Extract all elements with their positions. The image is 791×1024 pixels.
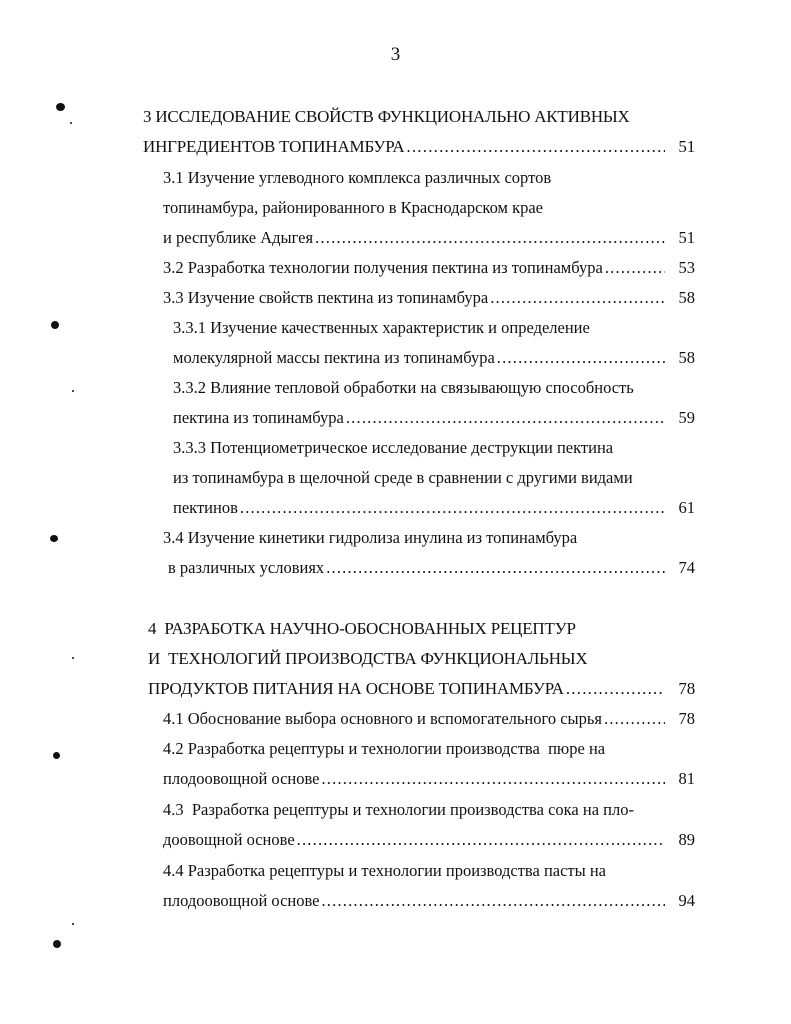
- toc-section-3-3[interactable]: [163, 283, 695, 313]
- toc-section-4-3-line-2[interactable]: [163, 825, 695, 855]
- toc-section-4-2-line-1: [163, 734, 605, 764]
- toc-text: 4.4 Разработка рецептуры и технологии производства пасты на: [163, 861, 607, 880]
- scan-speck: [53, 940, 61, 948]
- toc-text: доовощной основе: [163, 830, 295, 849]
- toc-text: 3.4 Изучение кинетики гидролиза инулина из топинамбура: [163, 528, 578, 547]
- dot-leader: [604, 704, 665, 734]
- toc-section-3-4-line-2[interactable]: [168, 553, 695, 583]
- toc-text: топинамбура, районированного в Краснодарском крае: [163, 198, 543, 217]
- toc-text: 3.2 Разработка технологии получения пектина из топинамбура: [163, 258, 603, 277]
- toc-section-4-4-line-2[interactable]: [163, 886, 695, 916]
- dot-leader: [346, 403, 665, 433]
- dot-leader: [490, 283, 665, 313]
- toc-page-number: 53: [678, 258, 695, 277]
- toc-section-4-2-line-2[interactable]: [163, 764, 695, 794]
- toc-section-3-3-2-line-2[interactable]: [173, 403, 695, 433]
- toc-text: и республике Адыгея: [163, 228, 314, 247]
- toc-page-number: 59: [678, 408, 695, 427]
- toc-chapter-3-title-line-1: [143, 102, 630, 132]
- toc-chapter-4-title-line-2: [148, 644, 588, 674]
- toc-text: 3.3.1 Изучение качественных характеристик и определение: [173, 318, 590, 337]
- toc-page-number: 81: [678, 769, 695, 788]
- toc-text: в различных условиях: [168, 558, 325, 577]
- toc-text: 3.3 Изучение свойств пектина из топинамбура: [163, 288, 489, 307]
- toc-section-3-4-line-1: [163, 523, 577, 553]
- toc-text: 4.2 Разработка рецептуры и технологии производства пюре на: [163, 739, 606, 758]
- toc-page-number: 61: [678, 498, 695, 517]
- scan-speck: [72, 657, 74, 659]
- toc-page-number: 74: [678, 558, 695, 577]
- toc-section-3-3-1-line-2[interactable]: [173, 343, 695, 373]
- dot-leader: [297, 825, 665, 855]
- toc-chapter-4-title-line-3[interactable]: [148, 674, 695, 704]
- toc-section-4-4-line-1: [163, 856, 606, 886]
- toc-text: ПРОДУКТОВ ПИТАНИЯ НА ОСНОВЕ ТОПИНАМБУРА: [148, 679, 564, 698]
- toc-section-3-3-3-line-3[interactable]: [173, 493, 695, 523]
- toc-page-number: 51: [678, 228, 695, 247]
- scan-speck: [56, 103, 65, 111]
- dot-leader: [240, 493, 665, 523]
- toc-text: молекулярной массы пектина из топинамбура: [173, 348, 495, 367]
- toc-section-3-3-1-line-1: [173, 313, 590, 343]
- dot-leader: [497, 343, 665, 373]
- toc-page-number: 58: [678, 348, 695, 367]
- toc-text: из топинамбура в щелочной среде в сравнении с другими видами: [173, 468, 633, 487]
- toc-section-3-1-line-3[interactable]: [163, 223, 695, 253]
- toc-text: 4.3 Разработка рецептуры и технологии производства сока на пло-: [163, 800, 634, 819]
- toc-text: 3.3.3 Потенциометрическое исследование деструкции пектина: [173, 438, 614, 457]
- toc-section-3-2[interactable]: [163, 253, 695, 283]
- toc-text: И ТЕХНОЛОГИЙ ПРОИЗВОДСТВА ФУНКЦИОНАЛЬНЫХ: [148, 649, 588, 668]
- toc-text: 3.3.2 Влияние тепловой обработки на связывающую способность: [173, 378, 634, 397]
- scan-speck: [50, 535, 58, 542]
- scan-speck: [72, 390, 74, 392]
- scan-speck: [53, 752, 60, 759]
- toc-page-number: 78: [678, 709, 695, 728]
- dot-leader: [321, 764, 665, 794]
- toc-page-number: 58: [678, 288, 695, 307]
- page-number: 3: [390, 44, 401, 65]
- dot-leader: [406, 132, 665, 162]
- dot-leader: [321, 886, 665, 916]
- scan-speck: [72, 923, 74, 925]
- toc-text: ИНГРЕДИЕНТОВ ТОПИНАМБУРА: [143, 137, 405, 156]
- toc-text: 3 ИССЛЕДОВАНИЕ СВОЙСТВ ФУНКЦИОНАЛЬНО АКТИВНЫХ: [143, 107, 630, 126]
- toc-page-number: 51: [678, 137, 695, 156]
- toc-section-4-3-line-1: [163, 795, 634, 825]
- dot-leader: [326, 553, 665, 583]
- toc-section-3-1-line-2: [163, 193, 543, 223]
- dot-leader: [566, 674, 665, 704]
- toc-chapter-4-title-line-1: [148, 614, 576, 644]
- toc-page-number: 94: [678, 891, 695, 910]
- toc-text: 4.1 Обоснование выбора основного и вспомогательного сырья: [163, 709, 602, 728]
- toc-chapter-3-title-line-2[interactable]: [143, 132, 695, 162]
- scan-speck: [51, 321, 59, 329]
- dot-leader: [315, 223, 665, 253]
- dot-leader: [605, 253, 665, 283]
- toc-page-number: 78: [678, 679, 695, 698]
- toc-text: плодоовощной основе: [163, 769, 320, 788]
- toc-section-4-1[interactable]: [163, 704, 695, 734]
- toc-text: плодоовощной основе: [163, 891, 320, 910]
- toc-section-3-3-3-line-1: [173, 433, 613, 463]
- toc-text: 4 РАЗРАБОТКА НАУЧНО-ОБОСНОВАННЫХ РЕЦЕПТУР: [148, 619, 576, 638]
- toc-section-3-3-2-line-1: [173, 373, 634, 403]
- toc-page-number: 89: [678, 830, 695, 849]
- toc-text: пектина из топинамбура: [173, 408, 344, 427]
- toc-section-3-1-line-1: [163, 163, 551, 193]
- toc-text: 3.1 Изучение углеводного комплекса различных сортов: [163, 168, 552, 187]
- toc-section-3-3-3-line-2: [173, 463, 633, 493]
- toc-text: пектинов: [173, 498, 238, 517]
- scan-speck: [70, 122, 72, 124]
